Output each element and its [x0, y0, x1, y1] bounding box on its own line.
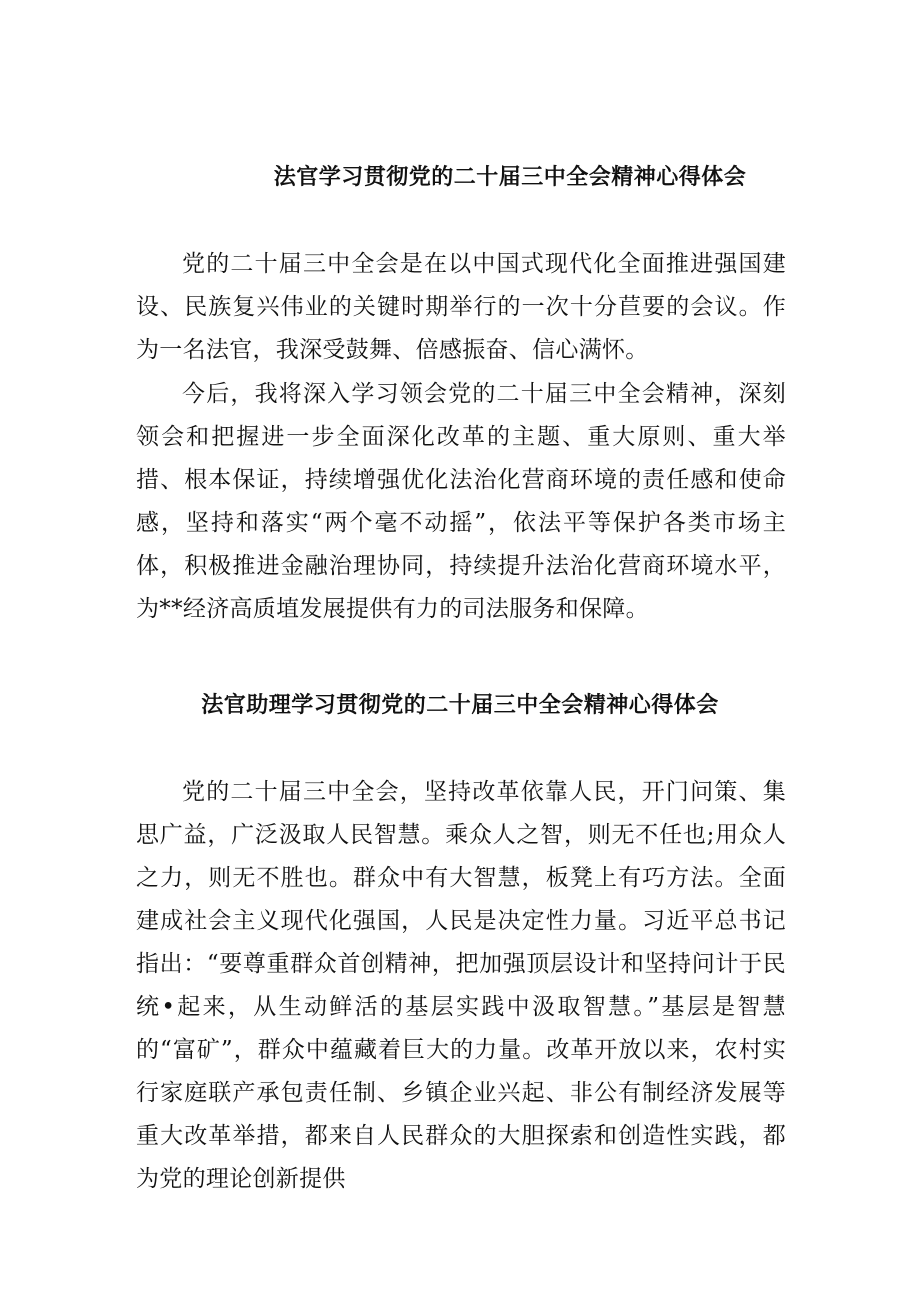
section-1-paragraph-2: 今后，我将深入学习领会党的二十届三中全会精神，深刻领会和把握进一步全面深化改革的主题、重大原则、重大举措、根本保证，持续增强优化法治化营商环境的责任感和使命感，坚持和落实“两个毫不动摇”，依法平等保护各类市场主体，积极推进金融治理协同，持续提升法治化营商环境水平，为**经济高质埴发展提供有力的司法服务和保障。 — [136, 381, 786, 622]
section-2-title: 法官助理学习贯彻党的二十届三中全会精神心得体会 — [201, 692, 719, 718]
section-1-paragraph-1: 党的二十届三中全会是在以中国式现代化全面推进强国建设、民族复兴伟业的关键时期举行的一次十分苣要的会议。作为一名法官，我深受鼓舞、倍感振奋、信心满怀。 — [136, 251, 786, 363]
section-1-title: 法官学习贯彻党的二十届三中全会精神心得体会 — [273, 164, 747, 190]
section-2-paragraph-1: 党的二十届三中全会，坚持改革依靠人民，开门问策、集思广益，广泛汲取人民智慧。乘众人之智，则无不任也;用众人之力，则无不胜也。群众中有大智慧，板凳上有巧方法。全面建成社会主义现代化强国，人民是决定性力量。习近平总书记指出：“要尊重群众首创精神，把加强顶层设计和坚持问计于民统•起来，从生动鲜活的基层实践中汲取智慧。”基层是智慧的“富矿”，群众中蕴藏着巨大的力量。改革开放以来，农村实行家庭联产承包责任制、乡镇企业兴起、非公有制经济发展等重大改革举措，都来自人民群众的大胆探索和创造性实践，都为党的理论创新提供 — [136, 779, 786, 1192]
